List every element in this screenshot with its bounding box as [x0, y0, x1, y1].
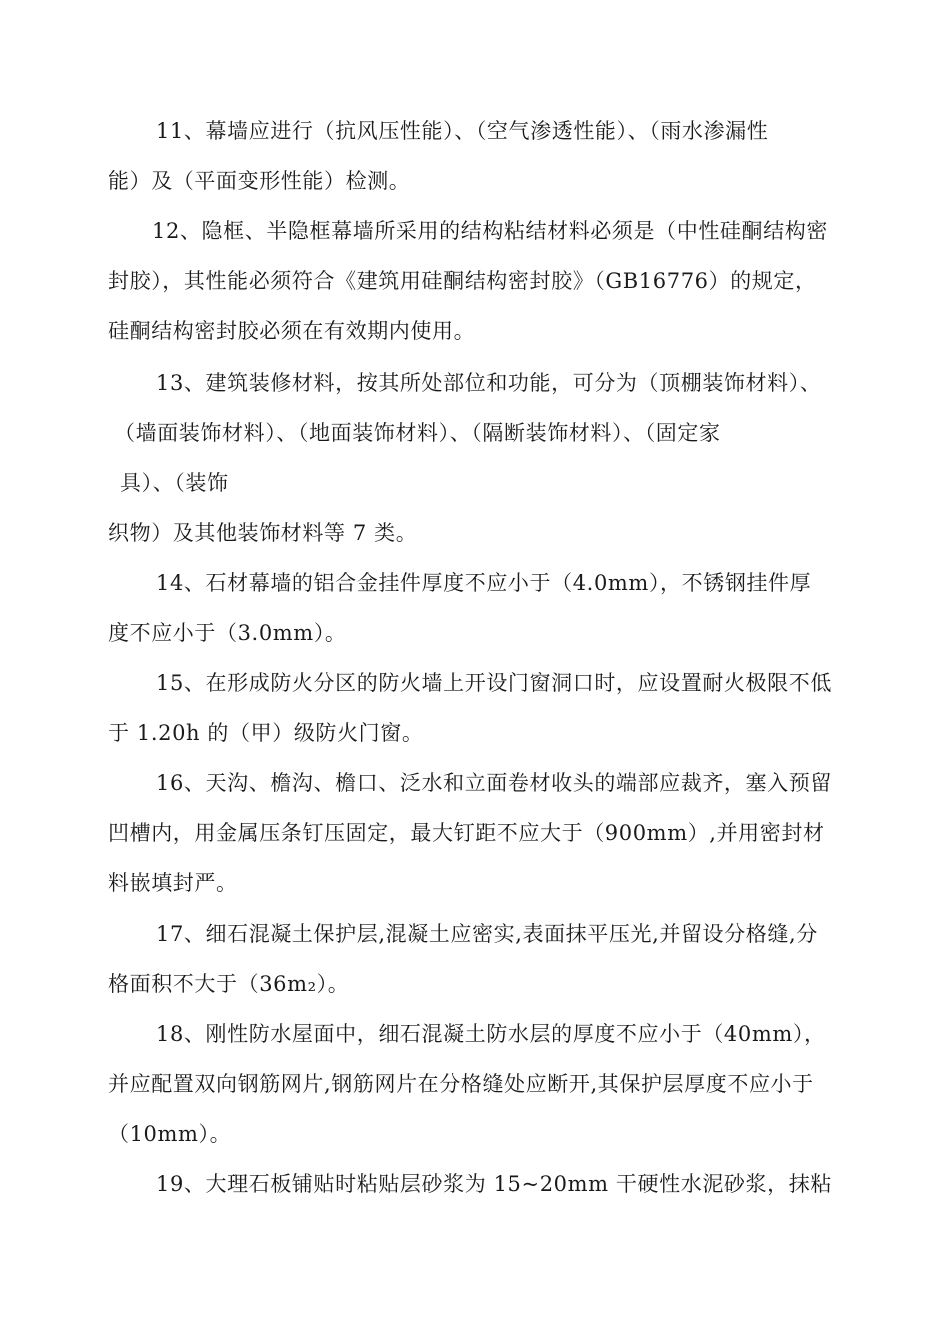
item-17-line-1: 17、细石混凝土保护层,混凝土应密实,表面抹平压光,并留设分格缝,分 — [156, 922, 818, 946]
item-14-line-2: 度不应小于（3.0mm）。 — [108, 621, 347, 645]
item-15-line-2: 于 1.20h 的（甲）级防火门窗。 — [108, 721, 424, 745]
item-11-line-1: 11、幕墙应进行（抗风压性能）、（空气渗透性能）、（雨水渗漏性 — [156, 119, 769, 143]
item-13-line-2: （墙面装饰材料）、（地面装饰材料）、（隔断装饰材料）、（固定家 — [114, 421, 721, 445]
item-11-line-2: 能）及（平面变形性能）检测。 — [108, 169, 411, 193]
item-16-line-3: 料嵌填封严。 — [108, 871, 238, 895]
item-17-line-2: 格面积不大于（36m₂）。 — [108, 972, 350, 996]
item-16-line-2: 凹槽内，用金属压条钉压固定，最大钉距不应大于（900mm）,并用密封材 — [108, 821, 825, 845]
item-12-line-1: 12、隐框、半隐框幕墙所采用的结构粘结材料必须是（中性硅酮结构密 — [152, 219, 828, 243]
item-15-line-1: 15、在形成防火分区的防火墙上开设门窗洞口时，应设置耐火极限不低 — [156, 671, 832, 695]
item-12-line-3: 硅酮结构密封胶必须在有效期内使用。 — [108, 319, 476, 343]
item-14-line-1: 14、石材幕墙的铝合金挂件厚度不应小于（4.0mm），不锈钢挂件厚 — [156, 571, 812, 595]
item-16-line-1: 16、天沟、檐沟、檐口、泛水和立面卷材收头的端部应裁齐，塞入预留 — [156, 771, 832, 795]
item-19-line-1: 19、大理石板铺贴时粘贴层砂浆为 15~20mm 干硬性水泥砂浆，抹粘 — [156, 1172, 832, 1196]
item-13-line-4: 织物）及其他装饰材料等 7 类。 — [108, 521, 418, 545]
item-18-line-1: 18、刚性防水屋面中，细石混凝土防水层的厚度不应小于（40mm）， — [156, 1022, 826, 1046]
item-13-line-1: 13、建筑装修材料，按其所处部位和功能，可分为（顶棚装饰材料）、 — [156, 371, 822, 395]
item-13-line-3: 具）、（装饰 — [120, 471, 229, 495]
item-18-line-2: 并应配置双向钢筋网片,钢筋网片在分格缝处应断开,其保护层厚度不应小于 — [108, 1072, 814, 1096]
item-18-line-3: （10mm）。 — [108, 1122, 232, 1146]
item-12-line-2: 封胶），其性能必须符合《建筑用硅酮结构密封胶》（GB16776）的规定， — [108, 269, 817, 293]
